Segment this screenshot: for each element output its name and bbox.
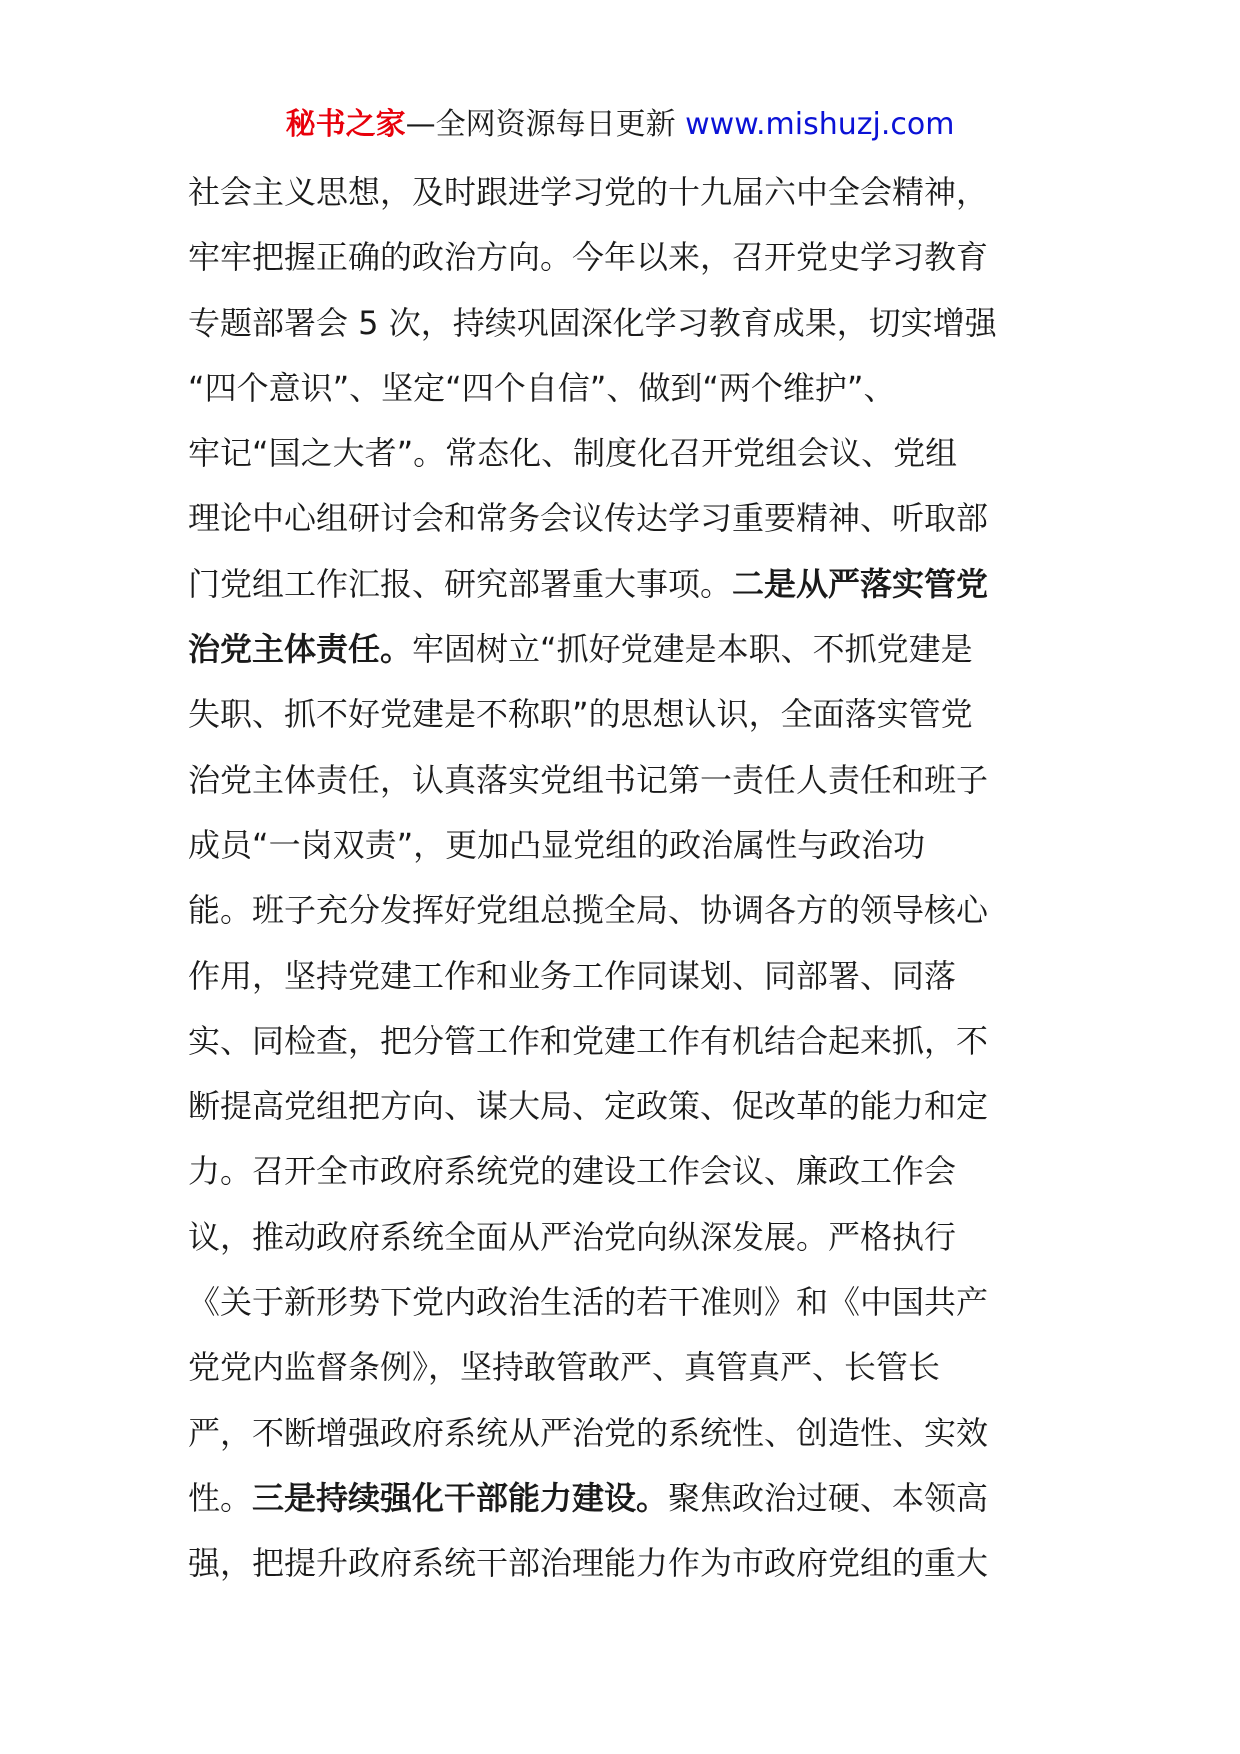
body-text-segment: 社会主义思想，及时跟进学习党的十九届六中全会精神， xyxy=(188,173,989,211)
text-line xyxy=(188,1531,1062,1596)
document-body xyxy=(188,160,1062,1597)
text-line xyxy=(188,1466,1062,1531)
body-text-segment: 牢固树立“抓好党建是本职、不抓党建是 xyxy=(412,630,973,669)
text-line xyxy=(188,682,1062,747)
site-header xyxy=(0,100,1240,150)
body-text-segment: 门党组工作汇报、研究部署重大事项。 xyxy=(188,564,733,603)
text-line xyxy=(188,944,1062,1009)
text-line xyxy=(188,486,1062,551)
body-text-segment: 断提高党组把方向、谋大局、定政策、促改革的能力和定 xyxy=(188,1087,989,1126)
body-text-segment: 成员“一岗双责”，更加凸显党组的政治属性与政治功 xyxy=(188,825,926,864)
text-line xyxy=(188,1270,1062,1335)
text-line xyxy=(188,878,1062,943)
bold-heading-text: 二是从严落实管党 xyxy=(732,564,989,603)
text-line xyxy=(188,421,1062,486)
text-line xyxy=(188,356,1062,421)
body-text-segment: 专题部署会 5 次，持续巩固深化学习教育成果，切实增强 xyxy=(188,303,997,342)
text-line xyxy=(188,1335,1062,1400)
text-line xyxy=(188,617,1062,682)
bold-heading-text: 三是持续强化干部能力建设。 xyxy=(252,1478,669,1517)
body-text-segment: 治党主体责任，认真落实党组书记第一责任人责任和班子 xyxy=(188,760,989,799)
body-text-segment: 严，不断增强政府系统从严治党的系统性、创造性、实效 xyxy=(188,1413,989,1452)
site-url-link[interactable]: www.mishuzj.com xyxy=(685,107,955,142)
text-line xyxy=(188,1205,1062,1270)
body-text-segment: “四个意识”、坚定“四个自信”、做到“两个维护”、 xyxy=(188,368,896,407)
body-text-segment: 牢记“国之大者”。常态化、制度化召开党组会议、党组 xyxy=(188,434,958,473)
body-text-segment: 失职、抓不好党建是不称职”的思想认识，全面落实管党 xyxy=(188,695,973,734)
body-text-segment: 强，把提升政府系统干部治理能力作为市政府党组的重大 xyxy=(188,1544,989,1583)
text-line xyxy=(188,1401,1062,1466)
body-text-segment: 《关于新形势下党内政治生活的若干准则》和《中国共产 xyxy=(188,1283,989,1322)
body-text-segment: 力。召开全市政府系统党的建设工作会议、廉政工作会 xyxy=(188,1152,957,1191)
body-text-segment: 议，推动政府系统全面从严治党向纵深发展。严格执行 xyxy=(188,1217,957,1256)
text-line xyxy=(188,1009,1062,1074)
body-text-segment: 理论中心组研讨会和常务会议传达学习重要精神、听取部 xyxy=(188,499,989,538)
body-text-segment: 作用，坚持党建工作和业务工作同谋划、同部署、同落 xyxy=(188,956,957,995)
body-text-segment: 聚焦政治过硬、本领高 xyxy=(668,1478,989,1517)
bold-heading-text: 治党主体责任。 xyxy=(188,630,413,669)
body-text-segment: 牢牢把握正确的政治方向。今年以来，召开党史学习教育 xyxy=(188,238,989,277)
site-brand: 秘书之家 xyxy=(285,107,406,142)
text-line xyxy=(188,552,1062,617)
text-line xyxy=(188,748,1062,813)
body-text-segment: 性。 xyxy=(188,1478,253,1517)
text-line xyxy=(188,813,1062,878)
body-text-segment: 能。班子充分发挥好党组总揽全局、协调各方的领导核心 xyxy=(188,891,989,930)
text-line xyxy=(188,225,1062,290)
text-line xyxy=(188,1074,1062,1139)
text-line xyxy=(188,291,1062,356)
body-text-segment: 实、同检查，把分管工作和党建工作有机结合起来抓，不 xyxy=(188,1021,989,1060)
text-line xyxy=(188,1139,1062,1204)
body-text-segment: 党党内监督条例》，坚持敢管敢严、真管真严、长管长 xyxy=(188,1348,941,1387)
site-tagline: —全网资源每日更新 xyxy=(405,107,686,142)
text-line xyxy=(188,160,1062,225)
